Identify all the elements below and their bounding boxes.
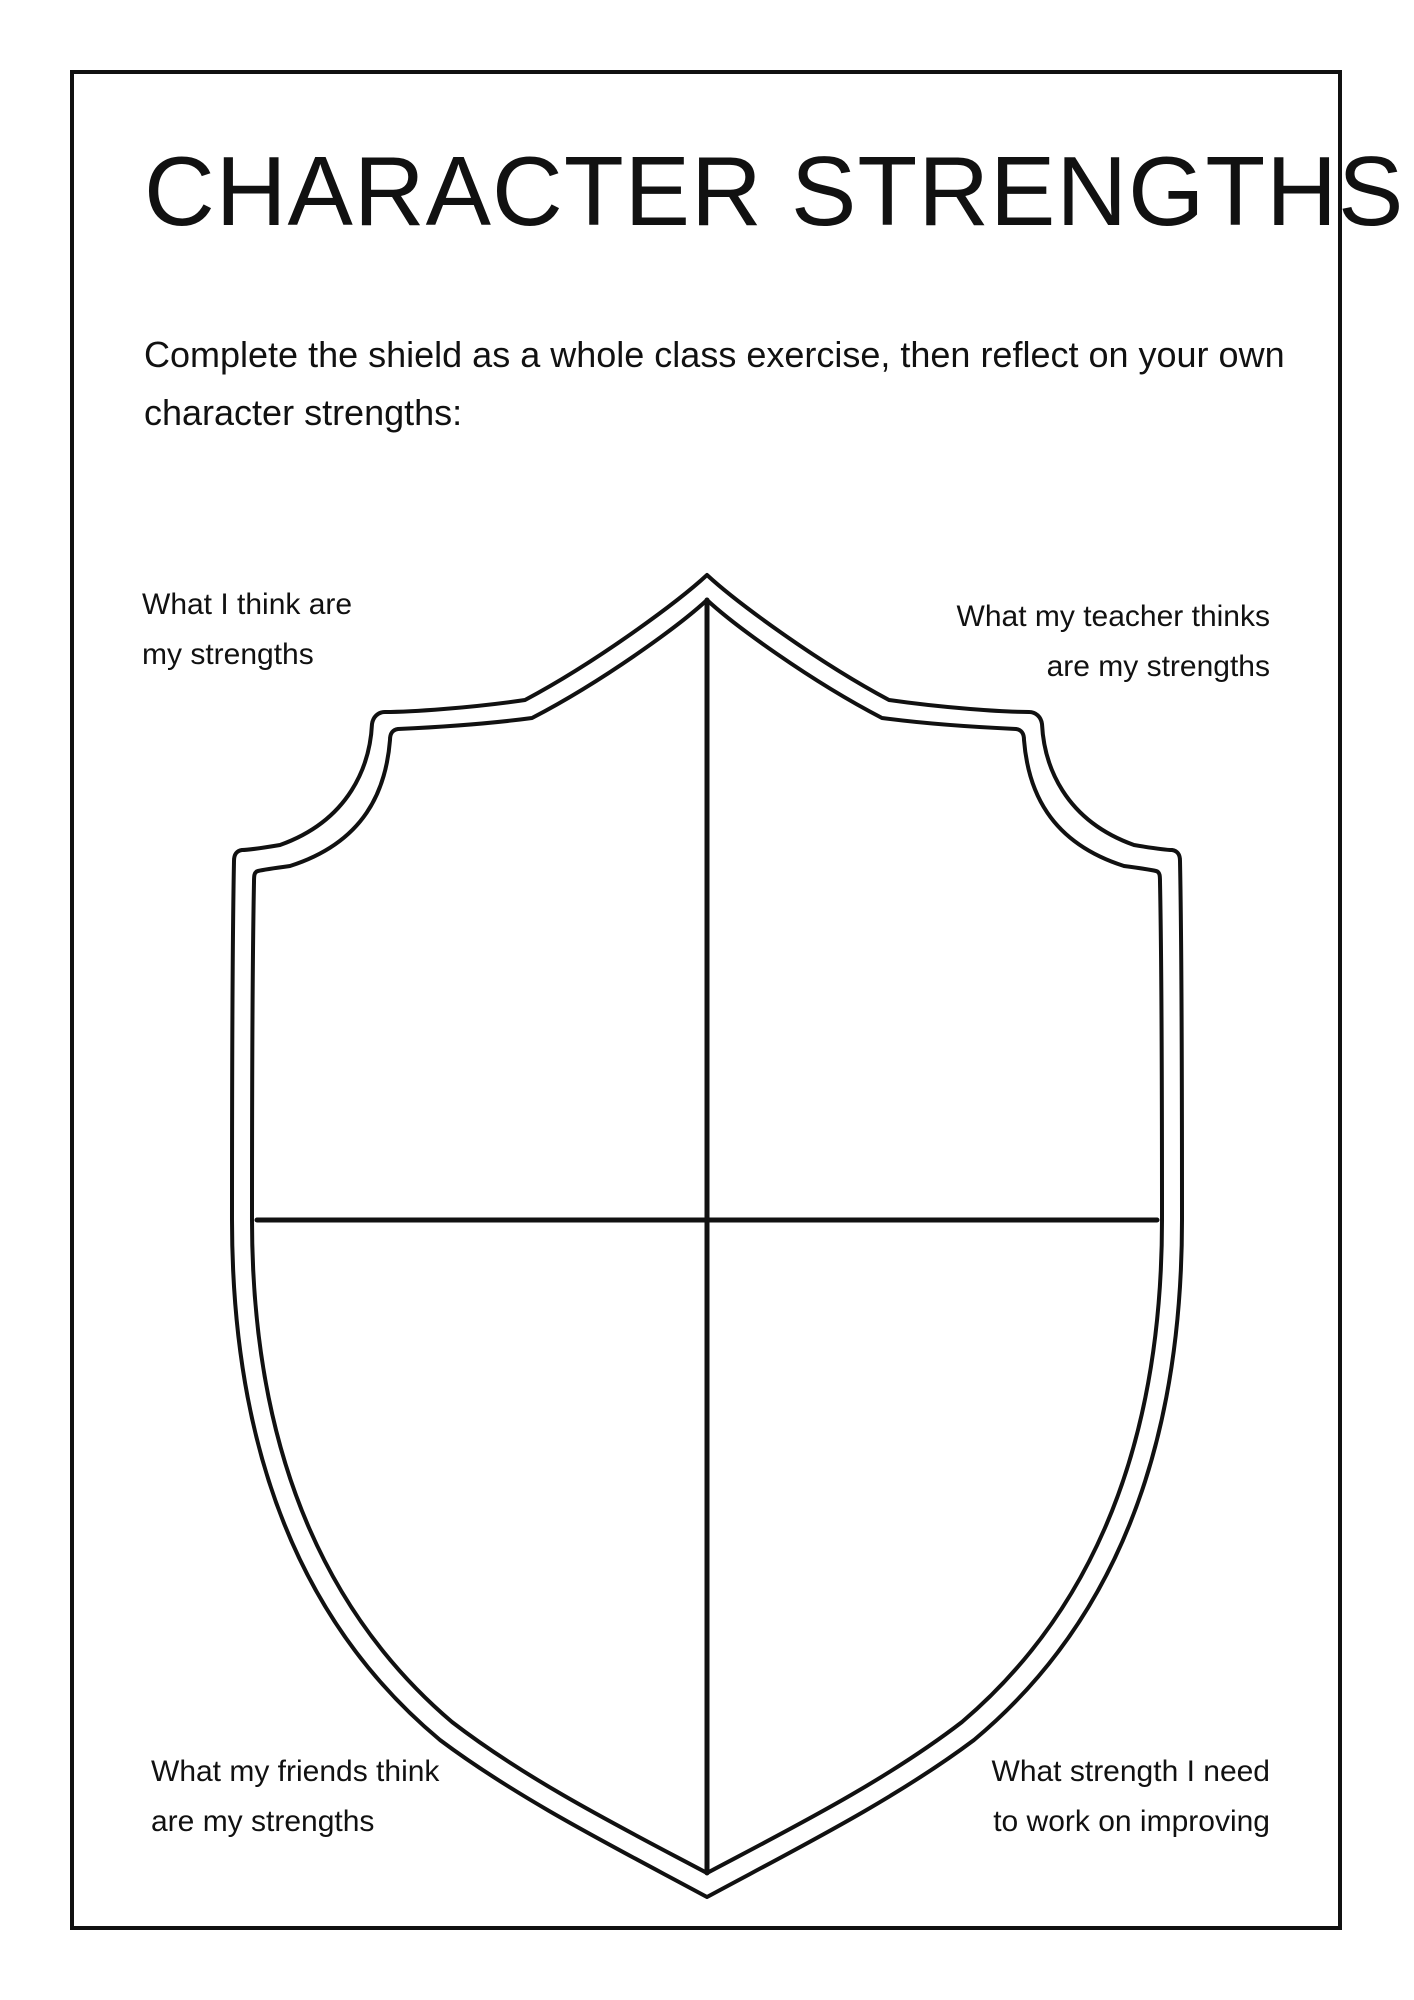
- label-what-i-think-line1: What I think are: [142, 588, 353, 621]
- instructions-text: Complete the shield as a whole class exercise, then reflect on your own character strengths:: [144, 334, 1285, 433]
- label-strength-to-improve: [992, 1747, 1271, 1847]
- label-teacher-thinks: [957, 592, 1270, 692]
- label-what-i-think-line2: my strengths: [142, 638, 314, 671]
- label-strength-to-improve-line1: What strength I need: [991, 1755, 1270, 1788]
- label-friends-think-line2: are my strengths: [151, 1805, 375, 1838]
- page-title: CHARACTER STRENGTHS: [144, 136, 1405, 246]
- label-what-i-think: [142, 580, 352, 680]
- label-teacher-thinks-line2: are my strengths: [1046, 650, 1270, 683]
- label-teacher-thinks-line1: What my teacher thinks: [956, 600, 1270, 633]
- label-strength-to-improve-line2: to work on improving: [993, 1805, 1270, 1838]
- label-friends-think-line1: What my friends think: [151, 1755, 440, 1788]
- label-friends-think: [151, 1747, 439, 1847]
